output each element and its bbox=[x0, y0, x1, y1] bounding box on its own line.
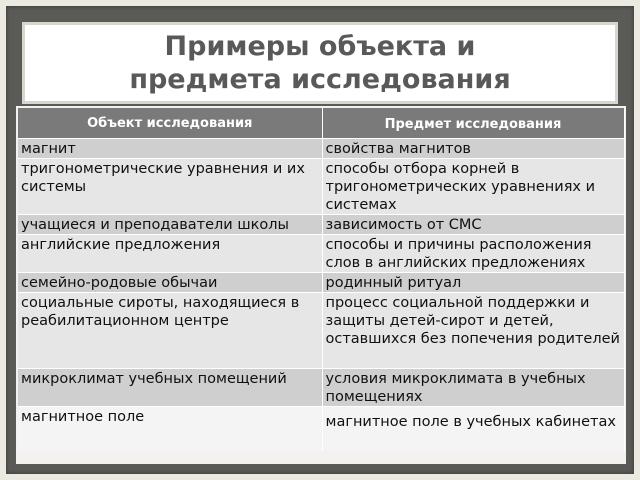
table-row bbox=[18, 215, 624, 235]
cell-object: магнит bbox=[18, 139, 322, 159]
examples-table bbox=[18, 108, 625, 451]
cell-subject: способы отбора корней в тригонометрических уравнениях и системах bbox=[322, 159, 624, 215]
cell-subject: способы и причины расположения слов в английских предложениях bbox=[322, 235, 624, 273]
cell-object: английские предложения bbox=[18, 235, 322, 273]
cell-object: учащиеся и преподаватели школы bbox=[18, 215, 322, 235]
table-row bbox=[18, 235, 624, 273]
table-row bbox=[18, 273, 624, 293]
cell-object: тригонометрические уравнения и их системы bbox=[18, 159, 322, 215]
cell-subject: условия микроклимата в учебных помещениях bbox=[322, 369, 624, 407]
title-box bbox=[22, 22, 618, 104]
slide-title: Примеры объекта и предмета исследования bbox=[129, 31, 511, 95]
table-row bbox=[18, 293, 624, 369]
header-object: Объект исследования bbox=[18, 108, 322, 139]
cell-subject: свойства магнитов bbox=[322, 139, 624, 159]
header-subject: Предмет исследования bbox=[322, 108, 624, 139]
table-row bbox=[18, 407, 624, 451]
cell-object: микроклимат учебных помещений bbox=[18, 369, 322, 407]
table-header-row bbox=[18, 108, 624, 139]
cell-subject: процесс социальной поддержки и защиты детей-сирот и детей, оставшихся без попечения родителей bbox=[322, 293, 624, 369]
table-row bbox=[18, 139, 624, 159]
cell-object: магнитное поле bbox=[18, 407, 322, 451]
cell-subject: родинный ритуал bbox=[322, 273, 624, 293]
cell-subject: магнитное поле в учебных кабинетах bbox=[322, 407, 624, 451]
cell-object: семейно-родовые обычаи bbox=[18, 273, 322, 293]
cell-object: социальные сироты, находящиеся в реабилитационном центре bbox=[18, 293, 322, 369]
table-row bbox=[18, 369, 624, 407]
cell-subject: зависимость от СМС bbox=[322, 215, 624, 235]
table-row bbox=[18, 159, 624, 215]
